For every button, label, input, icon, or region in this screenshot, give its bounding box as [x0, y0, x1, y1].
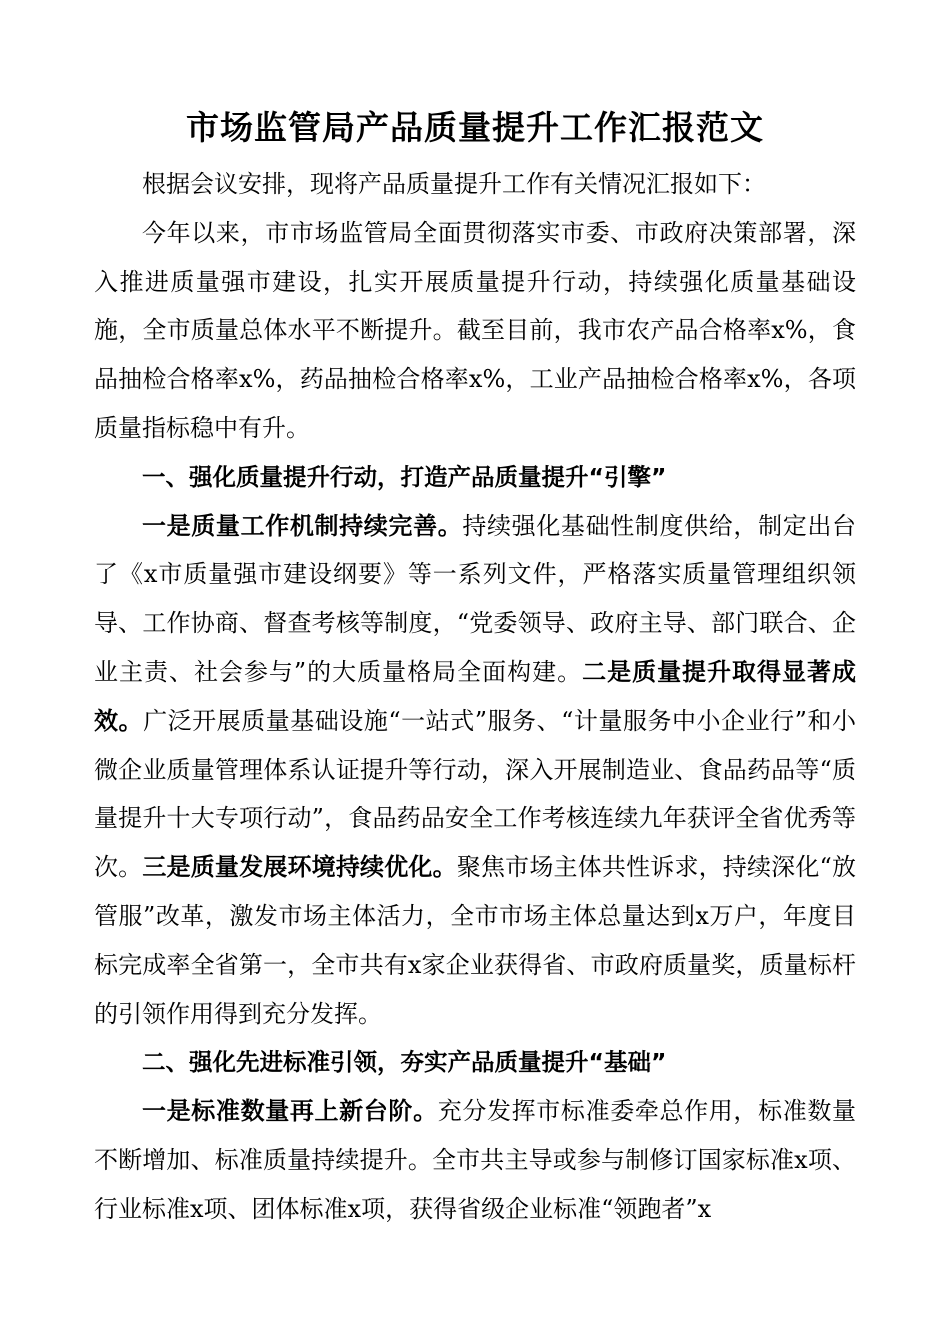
- section-1-point-1-text: 持续强化基础性制度供给，制定出台了《x市质量强市建设纲要》等一系列文件，严格落实质量管理组织领导、工作协商、督查考核等制度，“党委领导、政府主导、部门联合、企业主责、社会参与”的大质量格局全面构建。: [94, 511, 857, 686]
- section-2-point-1-lead: 一是标准数量再上新台阶。: [142, 1097, 438, 1126]
- section-1-point-2-lead: 二是质量提升取得显著成效。: [94, 657, 856, 735]
- document-page: [94, 100, 856, 1234]
- section-2-heading: 二、强化先进标准引领，夯实产品质量提升“基础”: [142, 1048, 667, 1077]
- section-2-body: [94, 1087, 856, 1233]
- document-title: 市场监管局产品质量提升工作汇报范文: [186, 108, 764, 147]
- section-1-body: [94, 502, 856, 1039]
- overview-paragraph: 今年以来，市市场监管局全面贯彻落实市委、市政府决策部署，深入推进质量强市建设，扎实开展质量提升行动，持续强化质量基础设施，全市质量总体水平不断提升。截至目前，我市农产品合格率x%，食品抽检合格率x%，药品抽检合格率x%，工业产品抽检合格率x%，各项质量指标稳中有升。: [94, 218, 856, 442]
- section-1-point-2-text: 广泛开展质量基础设施“一站式”服务、“计量服务中小企业行”和小微企业质量管理体系认证提升等行动，深入开展制造业、食品药品等“质量提升十大专项行动”，食品药品安全工作考核连续九年获评全省优秀等次。: [94, 706, 857, 882]
- section-2-point-1-text: 充分发挥市标准委牵总作用，标准数量不断增加、标准质量持续提升。全市共主导或参与制修订国家标准x项、行业标准x项、团体标准x项，获得省级企业标准“领跑者”x: [94, 1097, 857, 1223]
- intro-paragraph: 根据会议安排，现将产品质量提升工作有关情况汇报如下：: [142, 170, 766, 198]
- section-1-point-3-lead: 三是质量发展环境持续优化。: [142, 853, 457, 882]
- section-1-point-1-lead: 一是质量工作机制持续完善。: [142, 511, 463, 540]
- section-1-point-3-text: 聚焦市场主体共性诉求，持续深化“放管服”改革，激发市场主体活力，全市市场主体总量达到x万户，年度目标完成率全省第一，全市共有x家企业获得省、市政府质量奖，质量标杆的引领作用得到充分发挥。: [94, 853, 857, 1028]
- section-1-heading: 一、强化质量提升行动，打造产品质量提升“引擎”: [142, 462, 667, 491]
